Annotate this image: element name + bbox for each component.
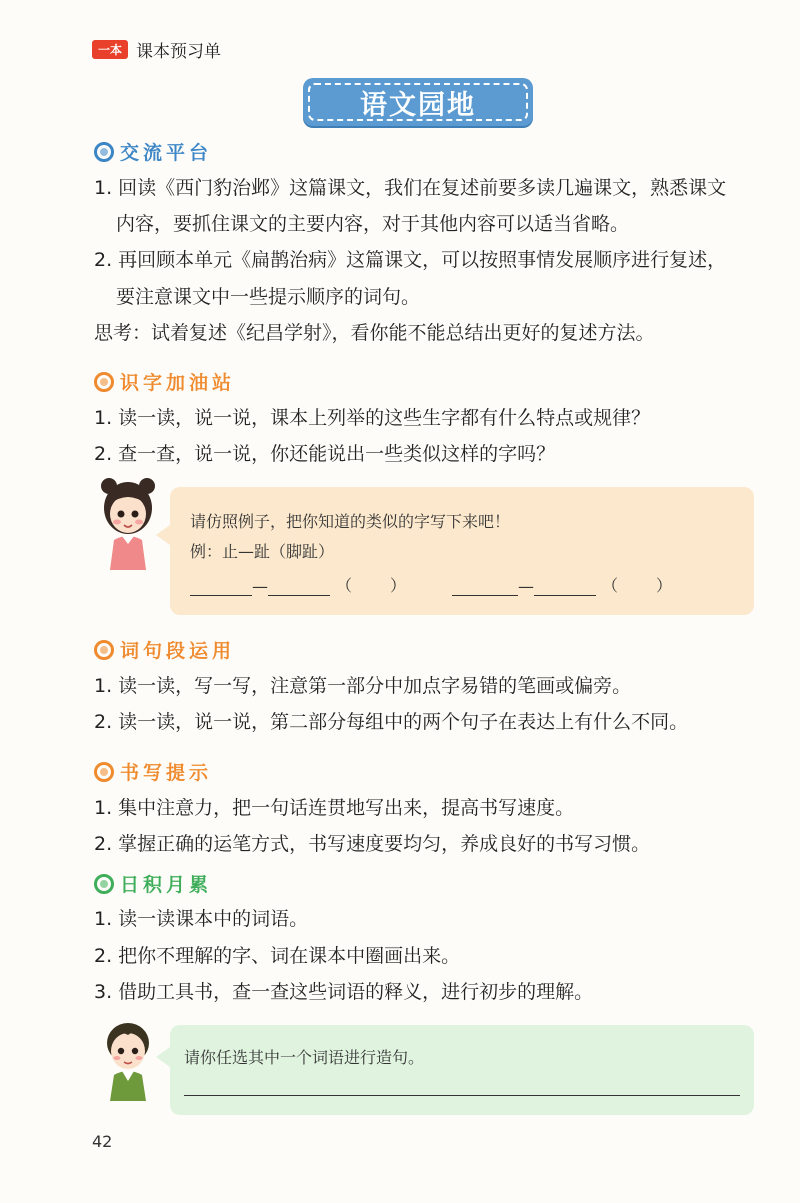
bullet-ring-icon [94,640,114,660]
answer-blank[interactable] [268,577,330,596]
text-line: 2. 再回顾本单元《扁鹊治病》这篇课文，可以按照事情发展顺序进行复述， [94,249,727,271]
dash-text: — [252,577,268,596]
text-line: 1. 回读《西门豹治邺》这篇课文，我们在复述前要多读几遍课文，熟悉课文 [94,177,727,199]
header-tag: 一本 [92,40,128,59]
text-line: 2. 读一读，说一说，第二部分每组中的两个句子在表达上有什么不同。 [94,711,689,733]
page-title-banner [303,78,533,126]
section-title: 识字加油站 [120,372,236,394]
page-title: 语文园地 [308,83,528,121]
boy-avatar [96,1013,160,1101]
box-example: 例：止—趾（脚趾） [190,542,335,561]
bullet-ring-icon [94,372,114,392]
sentence-exercise-box [170,1025,754,1115]
fill-in-row [190,573,672,596]
section-header-literacy [94,368,235,395]
section-title: 词句段运用 [120,640,236,662]
writing-exercise-box [170,487,754,615]
answer-line[interactable] [184,1095,740,1096]
paren-text: ） [656,576,673,595]
answer-blank[interactable] [190,577,252,596]
box-prompt: 请仿照例子，把你知道的类似的字写下来吧！ [190,512,511,531]
text-line: 1. 集中注意力，把一句话连贯地写出来，提高书写速度。 [94,797,575,819]
section-header-daily-accumulation [94,870,212,897]
section-header-writing-tips [94,758,212,785]
bullet-ring-icon [94,762,114,782]
section-header-exchange [94,138,212,165]
section-header-sentence-use [94,636,235,663]
header-title: 课本预习单 [136,41,222,62]
text-line: 2. 查一查，说一说，你还能说出一些类似这样的字吗？ [94,443,556,465]
paren-text: （ [336,576,353,595]
bullet-ring-icon [94,874,114,894]
box-prompt: 请你任选其中一个词语进行造句。 [184,1048,425,1067]
paren-text: （ [602,576,619,595]
text-line: 1. 读一读，写一写，注意第一部分中加点字易错的笔画或偏旁。 [94,675,632,697]
answer-blank[interactable] [452,577,518,596]
text-line: 1. 读一读课本中的词语。 [94,908,309,930]
text-line: 2. 掌握正确的运笔方式，书写速度要均匀，养成良好的书写习惯。 [94,833,651,855]
bullet-ring-icon [94,142,114,162]
text-line: 内容，要抓住课文的主要内容，对于其他内容可以适当省略。 [116,213,630,235]
section-title: 交流平台 [120,142,213,164]
text-line: 思考：试着复述《纪昌学射》，看你能不能总结出更好的复述方法。 [94,322,655,344]
dash-text: — [518,577,535,596]
section-title: 日积月累 [120,874,213,896]
girl-avatar [96,474,160,570]
page-header [92,38,221,60]
text-line: 3. 借助工具书，查一查这些词语的释义，进行初步的理解。 [94,981,594,1003]
paren-text: ） [390,576,407,595]
section-title: 书写提示 [120,762,213,784]
text-line: 2. 把你不理解的字、词在课本中圈画出来。 [94,945,461,967]
answer-blank[interactable] [534,577,596,596]
text-line: 要注意课文中一些提示顺序的词句。 [116,286,421,308]
page-number: 42 [92,1132,113,1151]
text-line: 1. 读一读，说一说，课本上列举的这些生字都有什么特点或规律？ [94,407,651,429]
